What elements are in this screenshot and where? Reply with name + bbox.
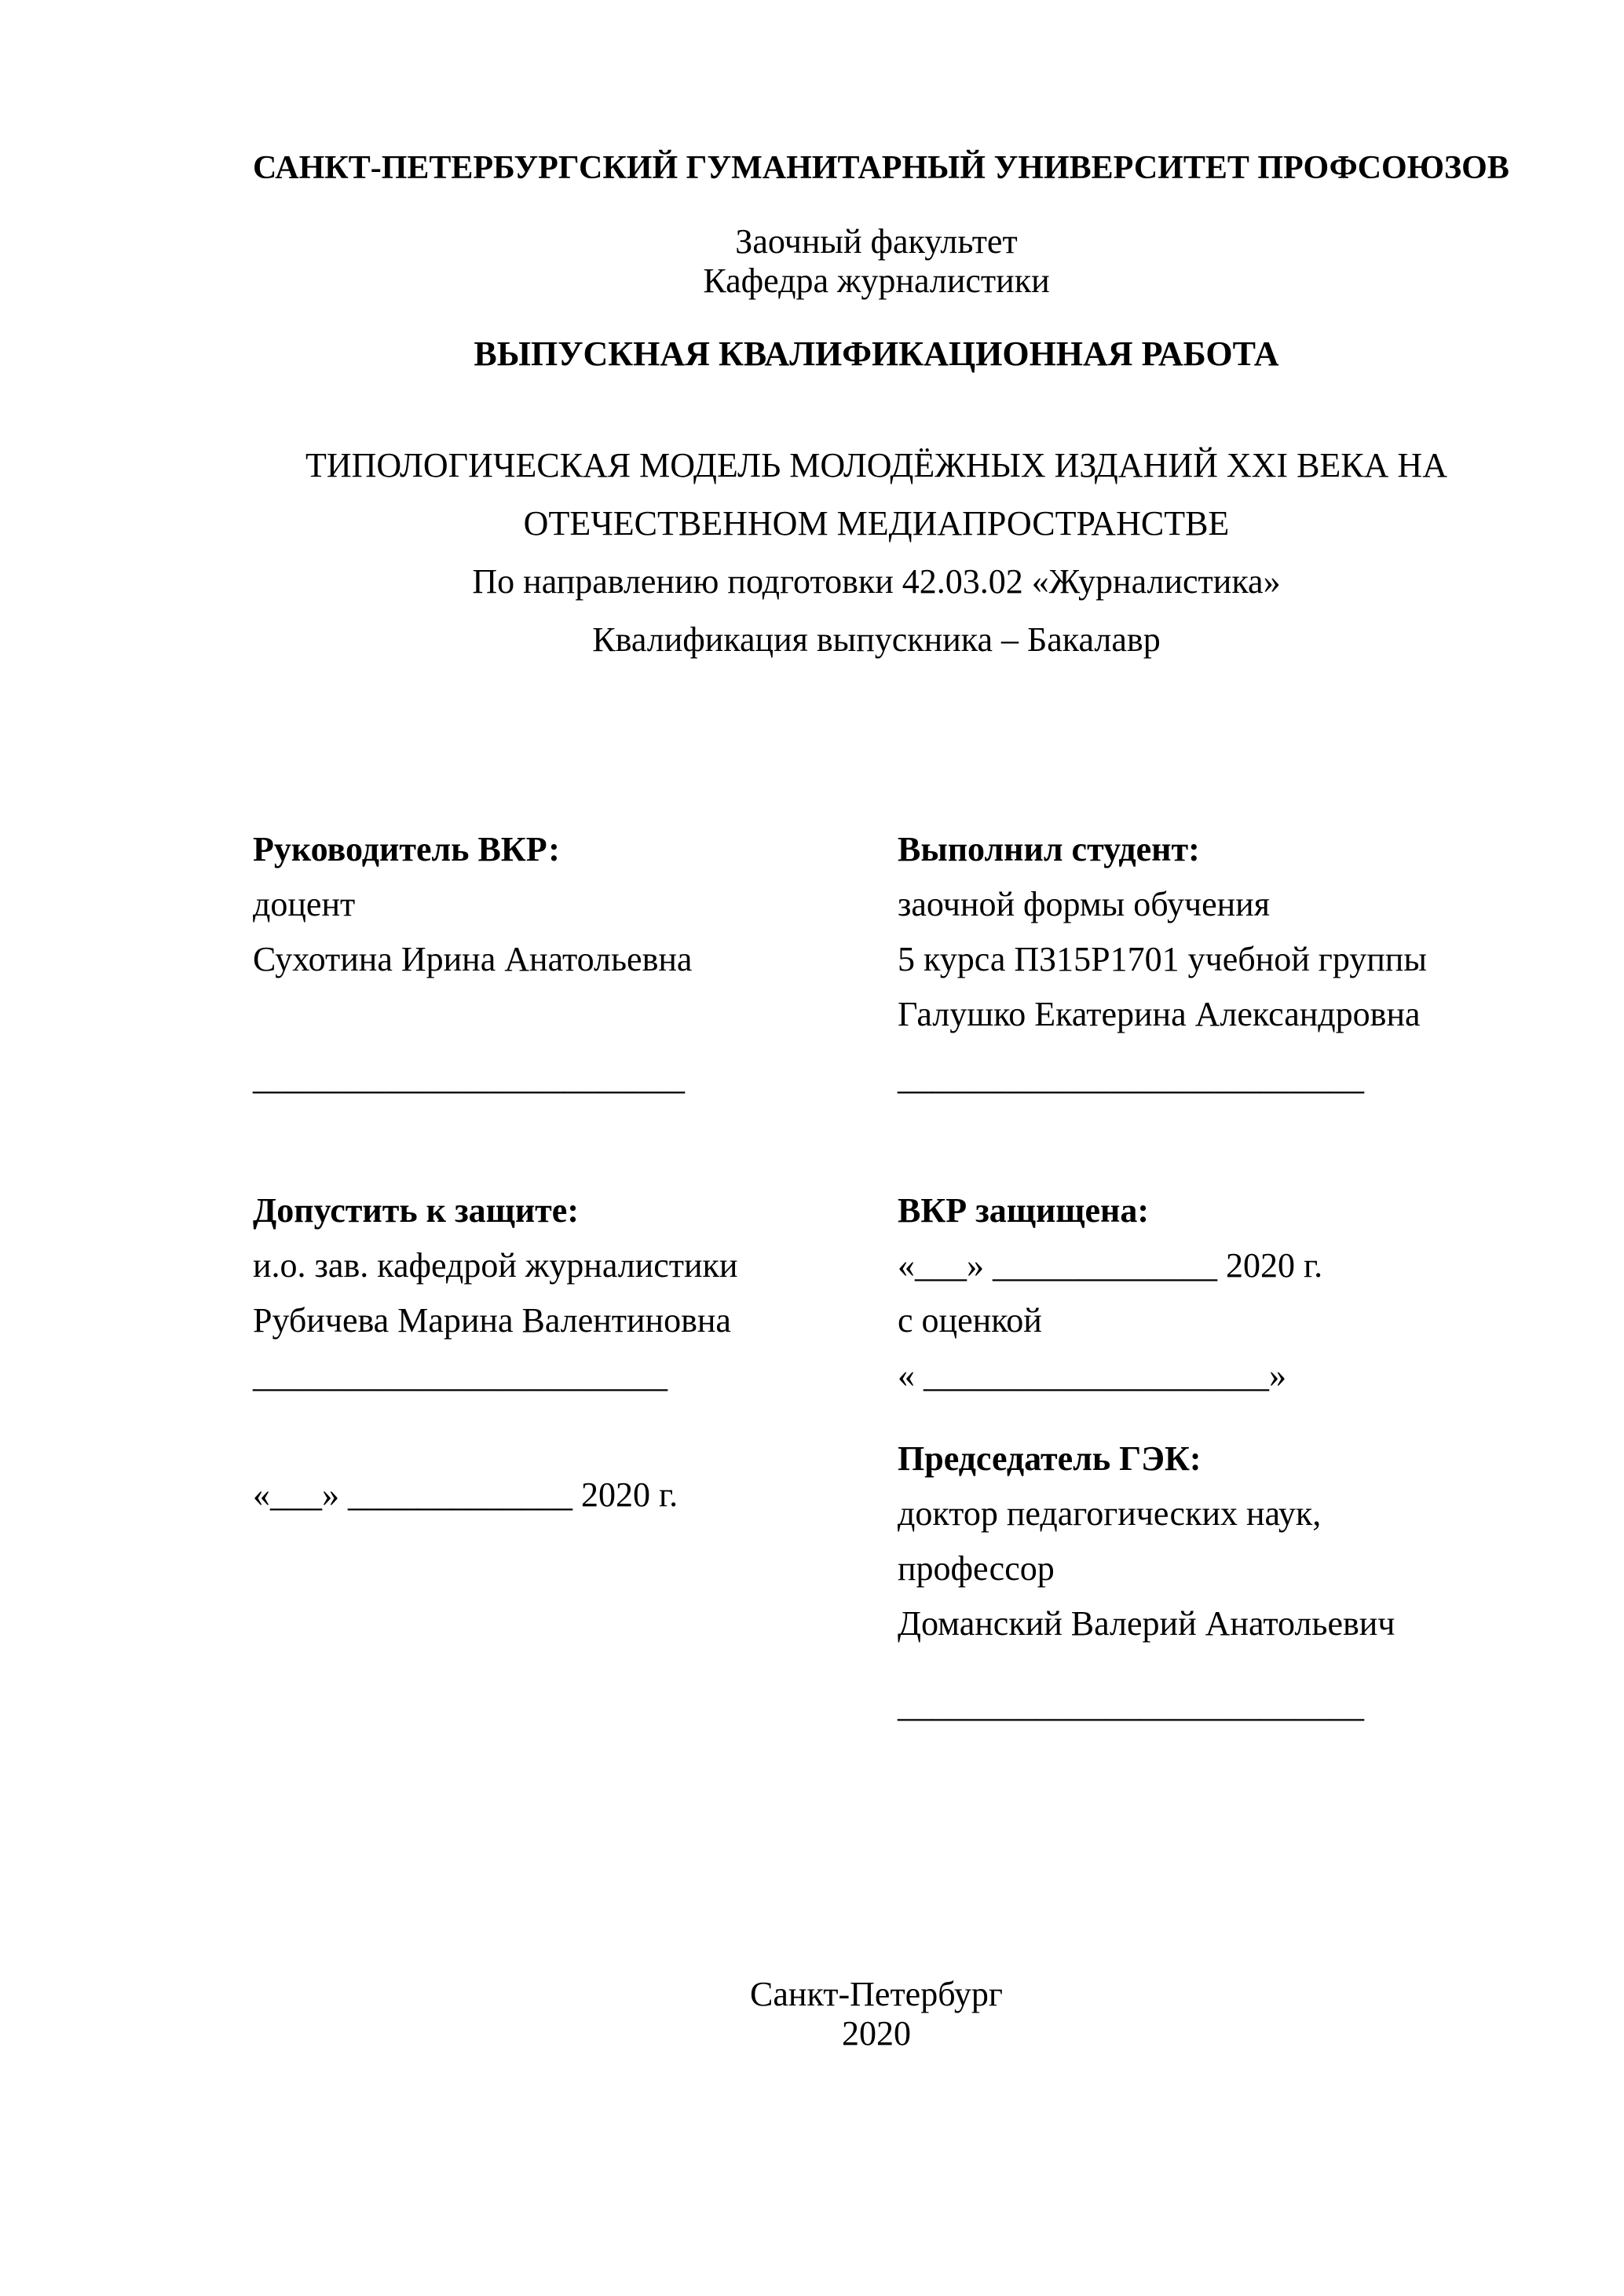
admission-label: Допустить к защите: [253,1191,579,1230]
chairman-name: Доманский Валерий Анатольевич [898,1604,1395,1643]
admission-block [253,1183,898,1733]
student-study-form: заочной формы обучения [898,885,1270,923]
student-group: 5 курса ПЗ15Р1701 учебной группы [898,940,1427,978]
admission-signature-line: ________________________ [253,1356,668,1395]
footer-city: Санкт-Петербург [750,1975,1003,2013]
defense-grade-label: с оценкой [898,1301,1042,1340]
student-label: Выполнил студент: [898,830,1200,868]
supervisor-position: доцент [253,885,356,923]
signature-section-top [253,822,1500,1106]
degree-program-line: По направлению подготовки 42.03.02 «Журналистика» [472,562,1281,601]
admission-position: и.о. зав. кафедрой журналистики [253,1246,738,1285]
admission-date-line: «___» _____________ 2020 г. [253,1475,678,1514]
chairman-position: профессор [898,1549,1055,1588]
thesis-title-line-1: ТИПОЛОГИЧЕСКАЯ МОДЕЛЬ МОЛОДЁЖНЫХ ИЗДАНИЙ XXI ВЕКА НА [305,446,1447,484]
supervisor-label: Руководитель ВКР: [253,830,560,868]
chairman-label: Председатель ГЭК: [898,1439,1202,1478]
signature-section-bottom [253,1183,1500,1733]
supervisor-name: Сухотина Ирина Анатольевна [253,940,693,978]
student-name: Галушко Екатерина Александровна [898,995,1421,1033]
supervisor-block [253,822,898,1106]
defense-label: ВКР защищена: [898,1191,1149,1230]
work-type-heading: ВЫПУСКНАЯ КВАЛИФИКАЦИОННАЯ РАБОТА [474,335,1279,373]
footer-year: 2020 [842,2014,911,2053]
page-content [253,0,1509,1733]
thesis-title-block [253,437,1500,669]
student-signature-line: ___________________________ [898,1058,1364,1097]
chairman-degree: доктор педагогических наук, [898,1494,1322,1533]
defense-date-line: «___» _____________ 2020 г. [898,1246,1323,1285]
student-block [898,822,1500,1106]
qualification-line: Квалификация выпускника – Бакалавр [592,620,1161,659]
admission-name: Рубичева Марина Валентиновна [253,1301,731,1340]
department-name: Кафедра журналистики [703,261,1050,300]
chairman-signature-line: ___________________________ [898,1686,1364,1724]
faculty-name: Заочный факультет [735,222,1018,261]
supervisor-signature-line: _________________________ [253,1058,685,1097]
thesis-title-line-2: ОТЕЧЕСТВЕННОМ МЕДИАПРОСТРАНСТВЕ [523,504,1230,543]
page-footer [253,1975,1500,2053]
defense-grade-line: « ____________________» [898,1356,1286,1395]
university-name: САНКТ-ПЕТЕРБУРГСКИЙ ГУМАНИТАРНЫЙ УНИВЕРСИТЕТ ПРОФСОЮЗОВ [253,150,1509,186]
header-subheading [253,222,1500,301]
defense-block [898,1183,1500,1733]
